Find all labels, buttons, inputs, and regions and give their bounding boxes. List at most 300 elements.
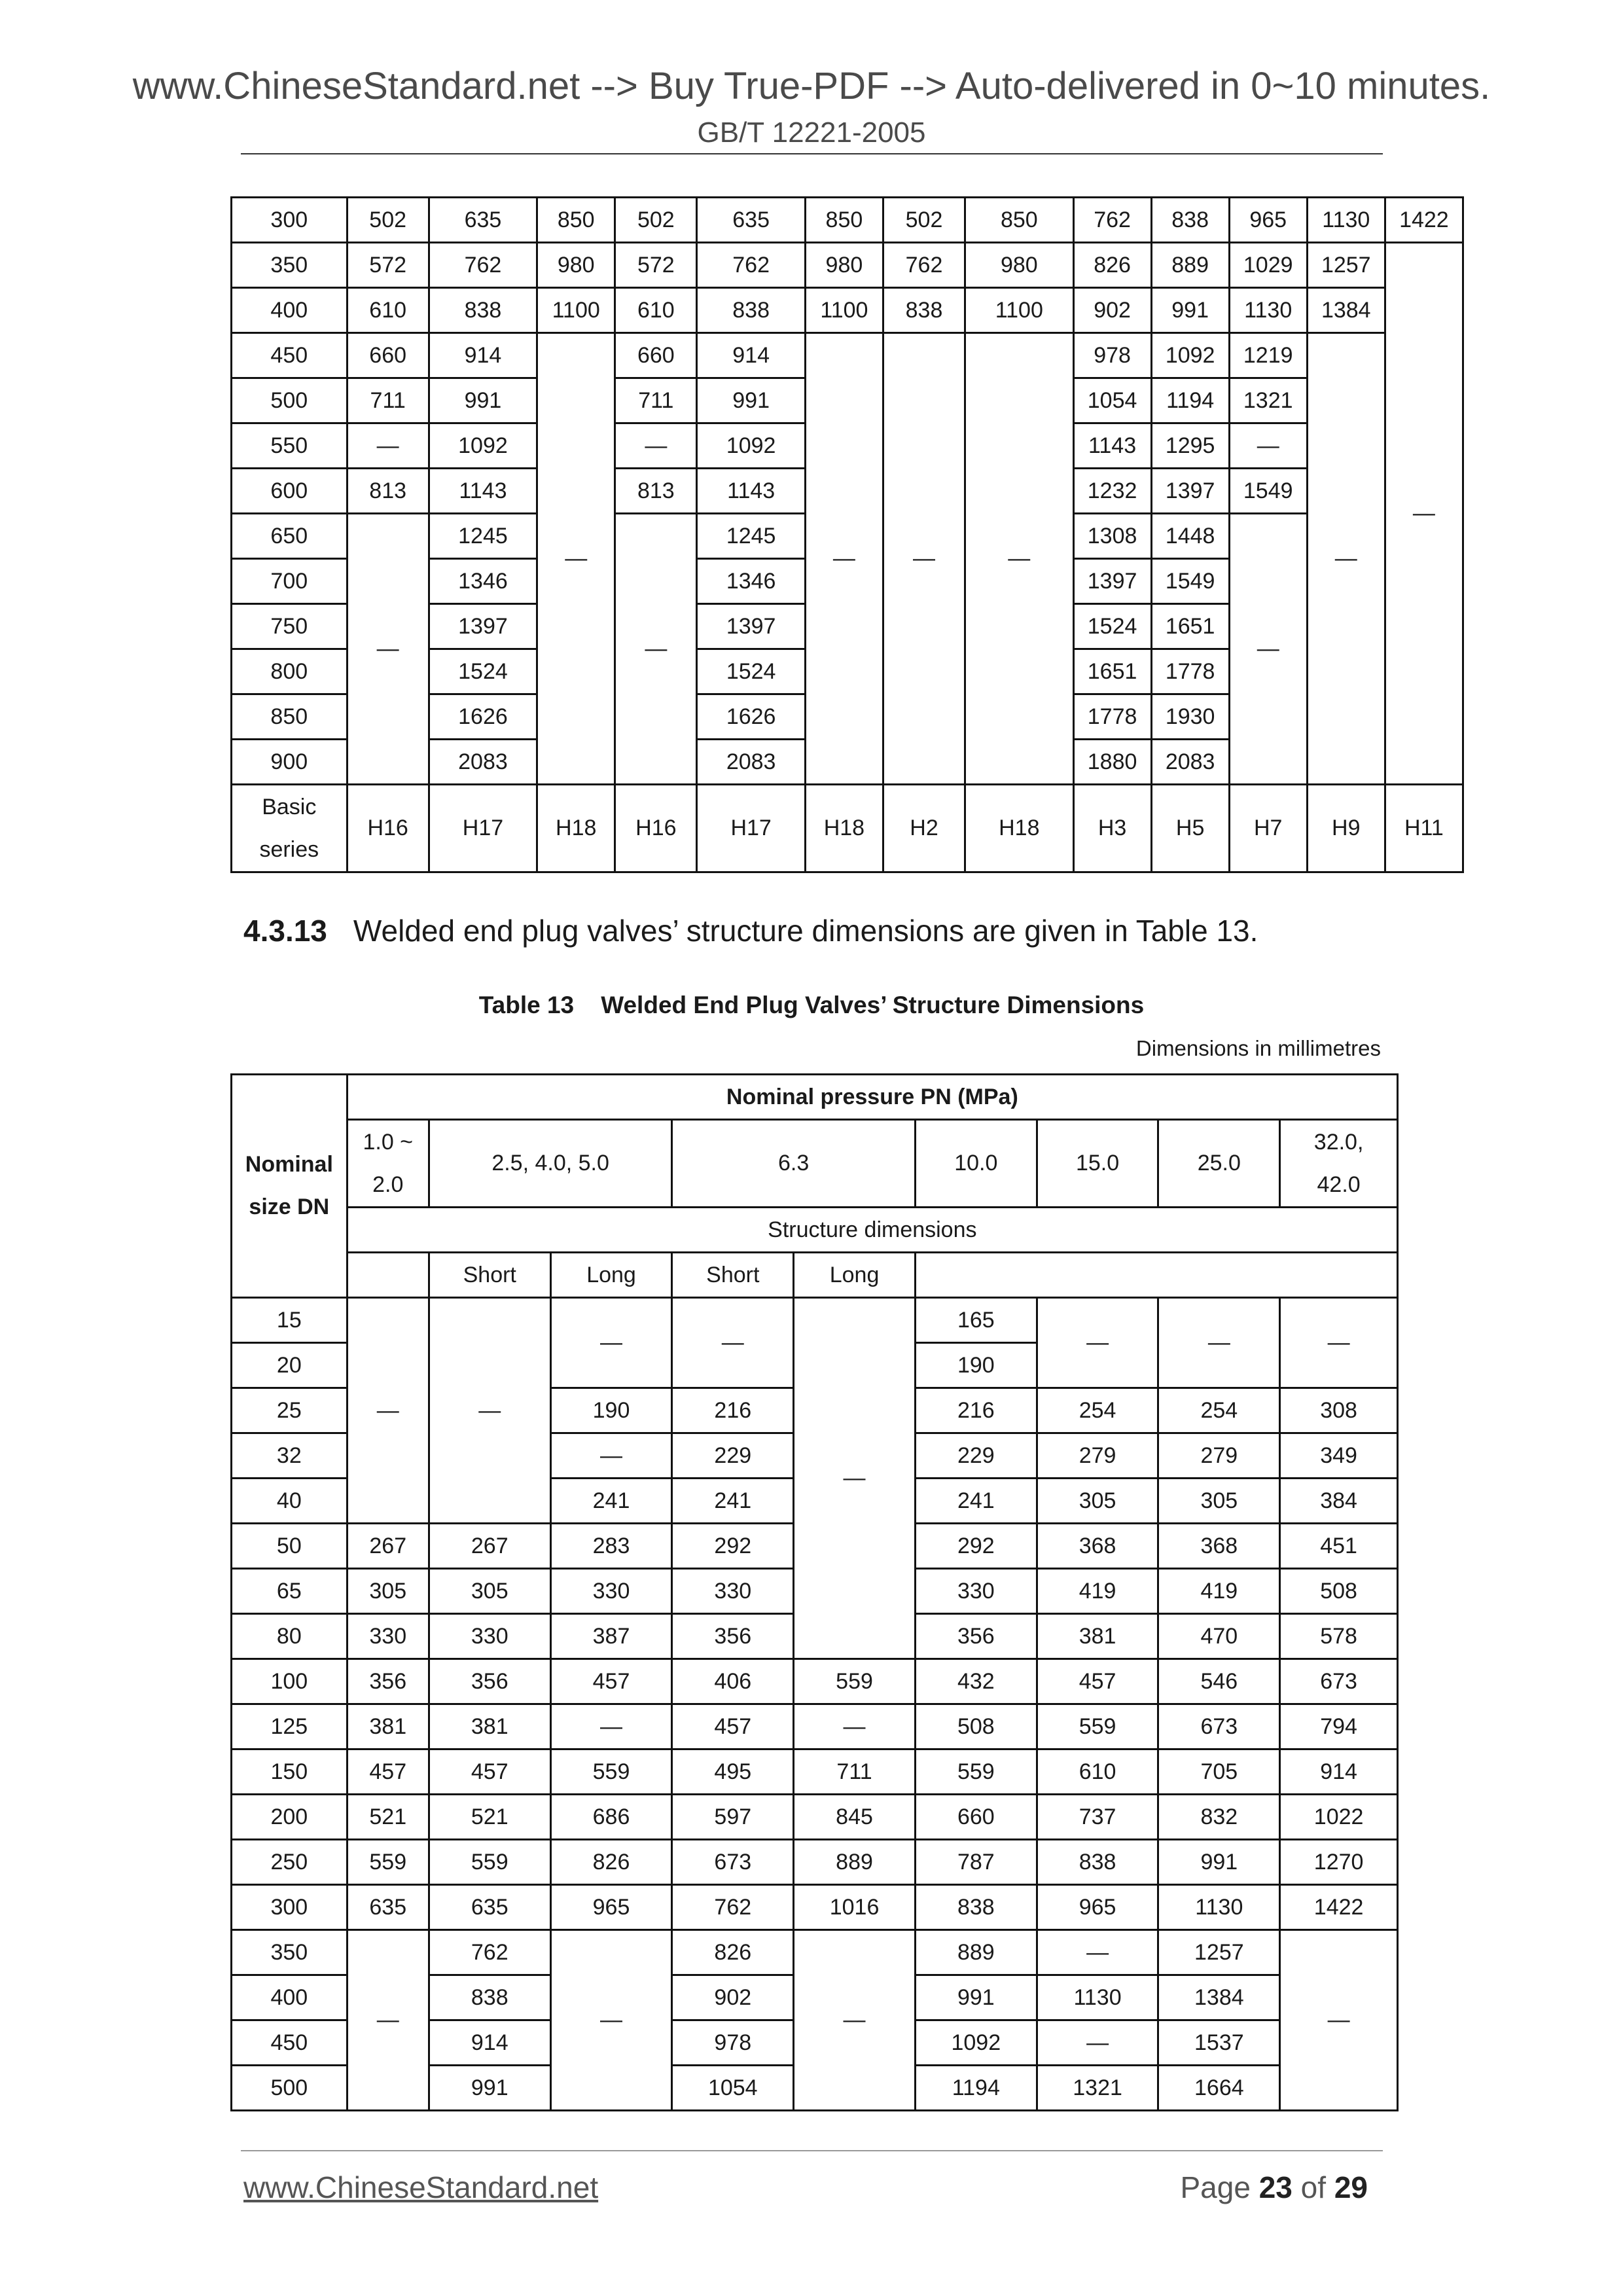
value-cell: 457 [429,1749,550,1795]
dash-cell: — [429,1298,550,1524]
dash-cell: — [347,514,429,785]
value-cell: 572 [347,243,429,288]
value-cell: 980 [805,243,883,288]
dash-cell: — [1280,1930,1398,2111]
value-cell: 889 [915,1930,1037,1975]
value-cell: 1321 [1037,2066,1158,2111]
dash-cell: — [794,1930,916,2111]
series-cell: H18 [965,785,1073,872]
value-cell: 521 [429,1795,550,1840]
value-cell: 1143 [429,469,537,514]
table-row [232,1208,1398,1253]
short-header: Short [429,1253,550,1298]
value-cell: 546 [1158,1659,1280,1704]
value-cell: 190 [550,1388,672,1433]
value-cell: 279 [1037,1433,1158,1479]
series-cell: H3 [1073,785,1151,872]
value-cell: 267 [429,1524,550,1569]
value-cell: 451 [1280,1524,1398,1569]
value-cell: 762 [429,1930,550,1975]
value-cell: 1346 [429,559,537,604]
value-cell: 1092 [1151,333,1229,378]
pn-header: 32.0, 42.0 [1280,1120,1398,1208]
value-cell: 635 [697,198,805,243]
dn-cell: 40 [232,1479,348,1524]
table-row [232,1795,1398,1840]
empty-cell [347,1253,429,1298]
pn-header: 25.0 [1158,1120,1280,1208]
value-cell: 305 [1158,1479,1280,1524]
value-cell: 1778 [1151,649,1229,694]
value-cell: 308 [1280,1388,1398,1433]
value-cell: 1245 [429,514,537,559]
table-row [232,1930,1398,1975]
dn-cell: 80 [232,1614,348,1659]
value-cell: 850 [805,198,883,243]
series-cell: H16 [347,785,429,872]
standard-number: GB/T 12221-2005 [697,117,926,149]
dn-cell: 850 [232,694,348,740]
value-cell: 1270 [1280,1840,1398,1885]
pn-header: 10.0 [915,1120,1037,1208]
value-cell: 980 [965,243,1073,288]
value-cell: 254 [1158,1388,1280,1433]
series-cell: H18 [537,785,615,872]
dn-cell: 550 [232,423,348,469]
dash-cell: — [672,1298,794,1388]
value-cell: 1245 [697,514,805,559]
series-cell: H2 [883,785,965,872]
value-cell: 1092 [429,423,537,469]
dash-cell: — [1280,1298,1398,1388]
value-cell: 660 [915,1795,1037,1840]
table-row [232,288,1463,333]
value-cell: 190 [915,1343,1037,1388]
page-number: 23 [1258,2170,1293,2204]
value-cell: 508 [1280,1569,1398,1614]
value-cell: 305 [347,1569,429,1614]
value-cell: 1537 [1158,2020,1280,2066]
dn-cell: 100 [232,1659,348,1704]
value-cell: 980 [537,243,615,288]
dash-cell: — [805,333,883,785]
value-cell: 762 [672,1885,794,1930]
table-row [232,1120,1398,1208]
value-cell: 1626 [429,694,537,740]
dn-cell: 800 [232,649,348,694]
value-cell: 229 [915,1433,1037,1479]
value-cell: 705 [1158,1749,1280,1795]
page-total: 29 [1334,2170,1368,2204]
value-cell: 838 [883,288,965,333]
series-cell: H17 [429,785,537,872]
page-indicator [1181,2170,1368,2205]
previous-table-continuation [230,196,1464,873]
value-cell: 216 [672,1388,794,1433]
dn-cell: 350 [232,1930,348,1975]
value-cell: 850 [537,198,615,243]
value-cell: 356 [429,1659,550,1704]
value-cell: 838 [429,1975,550,2020]
value-cell: 1130 [1307,198,1385,243]
dn-cell: 500 [232,378,348,423]
value-cell: 711 [347,378,429,423]
section-paragraph [243,913,1258,948]
series-cell: H16 [615,785,697,872]
value-cell: 406 [672,1659,794,1704]
dn-cell: 25 [232,1388,348,1433]
value-cell: 2083 [697,740,805,785]
value-cell: 502 [883,198,965,243]
value-cell: 838 [429,288,537,333]
value-cell: 1092 [915,2020,1037,2066]
value-cell: 349 [1280,1433,1398,1479]
dn-cell: 200 [232,1795,348,1840]
value-cell: 1549 [1151,559,1229,604]
value-cell: 1549 [1229,469,1307,514]
value-cell: 610 [347,288,429,333]
dn-cell: 750 [232,604,348,649]
value-cell: 381 [429,1704,550,1749]
value-cell: — [550,1704,672,1749]
value-cell: 965 [1229,198,1307,243]
pressure-header: Nominal pressure PN (MPa) [347,1075,1397,1120]
value-cell: 1321 [1229,378,1307,423]
table-row [232,1749,1398,1795]
value-cell: 838 [1151,198,1229,243]
value-cell: 330 [347,1614,429,1659]
value-cell: 1100 [965,288,1073,333]
value-cell: 991 [915,1975,1037,2020]
value-cell: 1346 [697,559,805,604]
table-row [232,1298,1398,1343]
dash-cell: — [883,333,965,785]
value-cell: 832 [1158,1795,1280,1840]
empty-cell [915,1253,1397,1298]
value-cell: 737 [1037,1795,1158,1840]
value-cell: 826 [672,1930,794,1975]
value-cell: 1054 [1073,378,1151,423]
value-cell: 838 [1037,1840,1158,1885]
value-cell: — [1229,423,1307,469]
value-cell: 597 [672,1795,794,1840]
dash-cell: — [1307,333,1385,785]
value-cell: 991 [1158,1840,1280,1885]
value-cell: 387 [550,1614,672,1659]
value-cell: 635 [429,1885,550,1930]
dn-cell: 350 [232,243,348,288]
dash-cell: — [1158,1298,1280,1388]
value-cell: 1219 [1229,333,1307,378]
dash-cell: — [615,514,697,785]
value-cell: 1778 [1073,694,1151,740]
value-cell: 1524 [1073,604,1151,649]
series-cell: H17 [697,785,805,872]
table-row [232,333,1463,378]
table-row [232,1704,1398,1749]
value-cell: 610 [615,288,697,333]
value-cell: 965 [1037,1885,1158,1930]
value-cell: 1664 [1158,2066,1280,2111]
structure-header: Structure dimensions [347,1208,1397,1253]
value-cell: 1194 [915,2066,1037,2111]
table-row [232,198,1463,243]
value-cell: 1130 [1037,1975,1158,2020]
value-cell: 330 [429,1614,550,1659]
dn-cell: 32 [232,1433,348,1479]
value-cell: 902 [672,1975,794,2020]
value-cell: 1397 [1151,469,1229,514]
value-cell: 1257 [1307,243,1385,288]
value-cell: 889 [794,1840,916,1885]
value-cell: 1524 [697,649,805,694]
footer-site-link[interactable]: www.ChineseStandard.net [243,2170,599,2204]
value-cell: 508 [915,1704,1037,1749]
dn-cell: 500 [232,2066,348,2111]
value-cell: 762 [429,243,537,288]
value-cell: 762 [883,243,965,288]
value-cell: 502 [347,198,429,243]
value-cell: 292 [672,1524,794,1569]
value-cell: 559 [915,1749,1037,1795]
value-cell: 1130 [1158,1885,1280,1930]
value-cell: 521 [347,1795,429,1840]
dn-cell: 600 [232,469,348,514]
value-cell: 254 [1037,1388,1158,1433]
value-cell: 279 [1158,1433,1280,1479]
value-cell: 470 [1158,1614,1280,1659]
value-cell: — [1037,2020,1158,2066]
value-cell: — [794,1704,916,1749]
dash-cell: — [1037,1298,1158,1388]
value-cell: 330 [915,1569,1037,1614]
dash-cell: — [1229,514,1307,785]
value-cell: 267 [347,1524,429,1569]
value-cell: 889 [1151,243,1229,288]
value-cell: 216 [915,1388,1037,1433]
value-cell: 356 [915,1614,1037,1659]
value-cell: 559 [347,1840,429,1885]
table-13 [230,1073,1399,2111]
dn-cell: 400 [232,1975,348,2020]
value-cell: 305 [1037,1479,1158,1524]
value-cell: 914 [429,333,537,378]
value-cell: 1100 [537,288,615,333]
dash-cell: — [965,333,1073,785]
dn-cell: 300 [232,198,348,243]
value-cell: 813 [615,469,697,514]
value-cell: 457 [1037,1659,1158,1704]
value-cell: 1232 [1073,469,1151,514]
nominal-size-header: Nominal size DN [232,1075,348,1298]
value-cell: 1422 [1385,198,1463,243]
long-header: Long [794,1253,916,1298]
value-cell: 229 [672,1433,794,1479]
basic-series-row [232,785,1463,872]
value-cell: 1092 [697,423,805,469]
pn-header: 2.5, 4.0, 5.0 [429,1120,672,1208]
value-cell: 559 [1037,1704,1158,1749]
value-cell: — [615,423,697,469]
dn-cell: 450 [232,333,348,378]
value-cell: 978 [1073,333,1151,378]
value-cell: 1100 [805,288,883,333]
table-row [232,1885,1398,1930]
value-cell: 165 [915,1298,1037,1343]
section-text: Welded end plug valves’ structure dimensions are given in Table 13. [353,914,1258,948]
value-cell: 902 [1073,288,1151,333]
value-cell: 914 [1280,1749,1398,1795]
value-cell: 292 [915,1524,1037,1569]
value-cell: 356 [347,1659,429,1704]
value-cell: 432 [915,1659,1037,1704]
value-cell: 1930 [1151,694,1229,740]
value-cell: 1651 [1151,604,1229,649]
value-cell: 457 [672,1704,794,1749]
series-cell: H9 [1307,785,1385,872]
series-cell: H18 [805,785,883,872]
value-cell: 838 [915,1885,1037,1930]
value-cell: 457 [550,1659,672,1704]
header-divider [241,153,1383,154]
value-cell: 660 [347,333,429,378]
value-cell: 1308 [1073,514,1151,559]
value-cell: 368 [1158,1524,1280,1569]
value-cell: 495 [672,1749,794,1795]
value-cell: 1384 [1158,1975,1280,2020]
value-cell: 1143 [697,469,805,514]
value-cell: 965 [550,1885,672,1930]
pn-header: 6.3 [672,1120,916,1208]
value-cell: 368 [1037,1524,1158,1569]
value-cell: 330 [550,1569,672,1614]
value-cell: 502 [615,198,697,243]
value-cell: 381 [1037,1614,1158,1659]
value-cell: 419 [1158,1569,1280,1614]
dash-cell: — [347,1930,429,2111]
value-cell: 673 [1158,1704,1280,1749]
dash-cell: — [794,1298,916,1659]
dash-cell: — [550,1298,672,1388]
dn-cell: 150 [232,1749,348,1795]
value-cell: 305 [429,1569,550,1614]
table-row [232,1840,1398,1885]
table-row [232,1659,1398,1704]
value-cell: 794 [1280,1704,1398,1749]
value-cell: 1130 [1229,288,1307,333]
value-cell: 1397 [429,604,537,649]
dn-cell: 400 [232,288,348,333]
dn-cell: 700 [232,559,348,604]
value-cell: 1257 [1158,1930,1280,1975]
dn-cell: 900 [232,740,348,785]
value-cell: — [347,423,429,469]
value-cell: 838 [697,288,805,333]
value-cell: 1880 [1073,740,1151,785]
value-cell: 845 [794,1795,916,1840]
value-cell: 914 [697,333,805,378]
dn-cell: 65 [232,1569,348,1614]
value-cell: 1016 [794,1885,916,1930]
value-cell: 1422 [1280,1885,1398,1930]
header-banner: www.ChineseStandard.net --> Buy True-PDF --> Auto-delivered in 0~10 minutes. [132,65,1491,107]
short-header: Short [672,1253,794,1298]
value-cell: 991 [697,378,805,423]
value-cell: 1524 [429,649,537,694]
value-cell: 381 [347,1704,429,1749]
value-cell: 384 [1280,1479,1398,1524]
table-caption: Table 13 Welded End Plug Valves’ Structure Dimensions [478,992,1145,1018]
value-cell: 1143 [1073,423,1151,469]
section-number: 4.3.13 [243,914,327,948]
value-cell: 457 [347,1749,429,1795]
value-cell: 660 [615,333,697,378]
value-cell: 850 [965,198,1073,243]
table-row [232,243,1463,288]
value-cell: 826 [550,1840,672,1885]
value-cell: 1029 [1229,243,1307,288]
page-of: of [1292,2170,1334,2204]
value-cell: 1384 [1307,288,1385,333]
value-cell: 2083 [429,740,537,785]
value-cell: 1194 [1151,378,1229,423]
value-cell: 283 [550,1524,672,1569]
value-cell: 241 [672,1479,794,1524]
dn-cell: 20 [232,1343,348,1388]
value-cell: 1626 [697,694,805,740]
value-cell: 991 [429,2066,550,2111]
series-cell: H7 [1229,785,1307,872]
dash-cell: — [537,333,615,785]
dn-cell: 450 [232,2020,348,2066]
dn-cell: 50 [232,1524,348,1569]
dash-cell: — [550,1930,672,2111]
series-cell: H5 [1151,785,1229,872]
value-cell: 711 [794,1749,916,1795]
value-cell: 241 [550,1479,672,1524]
value-cell: 673 [672,1840,794,1885]
value-cell: 991 [429,378,537,423]
unit-note: Dimensions in millimetres [1135,1036,1381,1060]
value-cell: 559 [794,1659,916,1704]
value-cell: 1397 [1073,559,1151,604]
value-cell: 1397 [697,604,805,649]
value-cell: 826 [1073,243,1151,288]
value-cell: 711 [615,378,697,423]
pn-header: 1.0 ~ 2.0 [347,1120,429,1208]
value-cell: — [1037,1930,1158,1975]
dash-cell: — [1385,243,1463,785]
basic-series-label: Basic series [232,785,348,872]
value-cell: 762 [697,243,805,288]
table-row [232,1075,1398,1120]
value-cell: 787 [915,1840,1037,1885]
pn-header: 15.0 [1037,1120,1158,1208]
value-cell: 813 [347,469,429,514]
value-cell: 572 [615,243,697,288]
dn-cell: 300 [232,1885,348,1930]
table-row [232,1253,1398,1298]
dn-cell: 15 [232,1298,348,1343]
value-cell: 356 [672,1614,794,1659]
series-cell: H11 [1385,785,1463,872]
value-cell: 419 [1037,1569,1158,1614]
value-cell: 1022 [1280,1795,1398,1840]
value-cell: 578 [1280,1614,1398,1659]
value-cell: 1054 [672,2066,794,2111]
dn-cell: 650 [232,514,348,559]
value-cell: 241 [915,1479,1037,1524]
